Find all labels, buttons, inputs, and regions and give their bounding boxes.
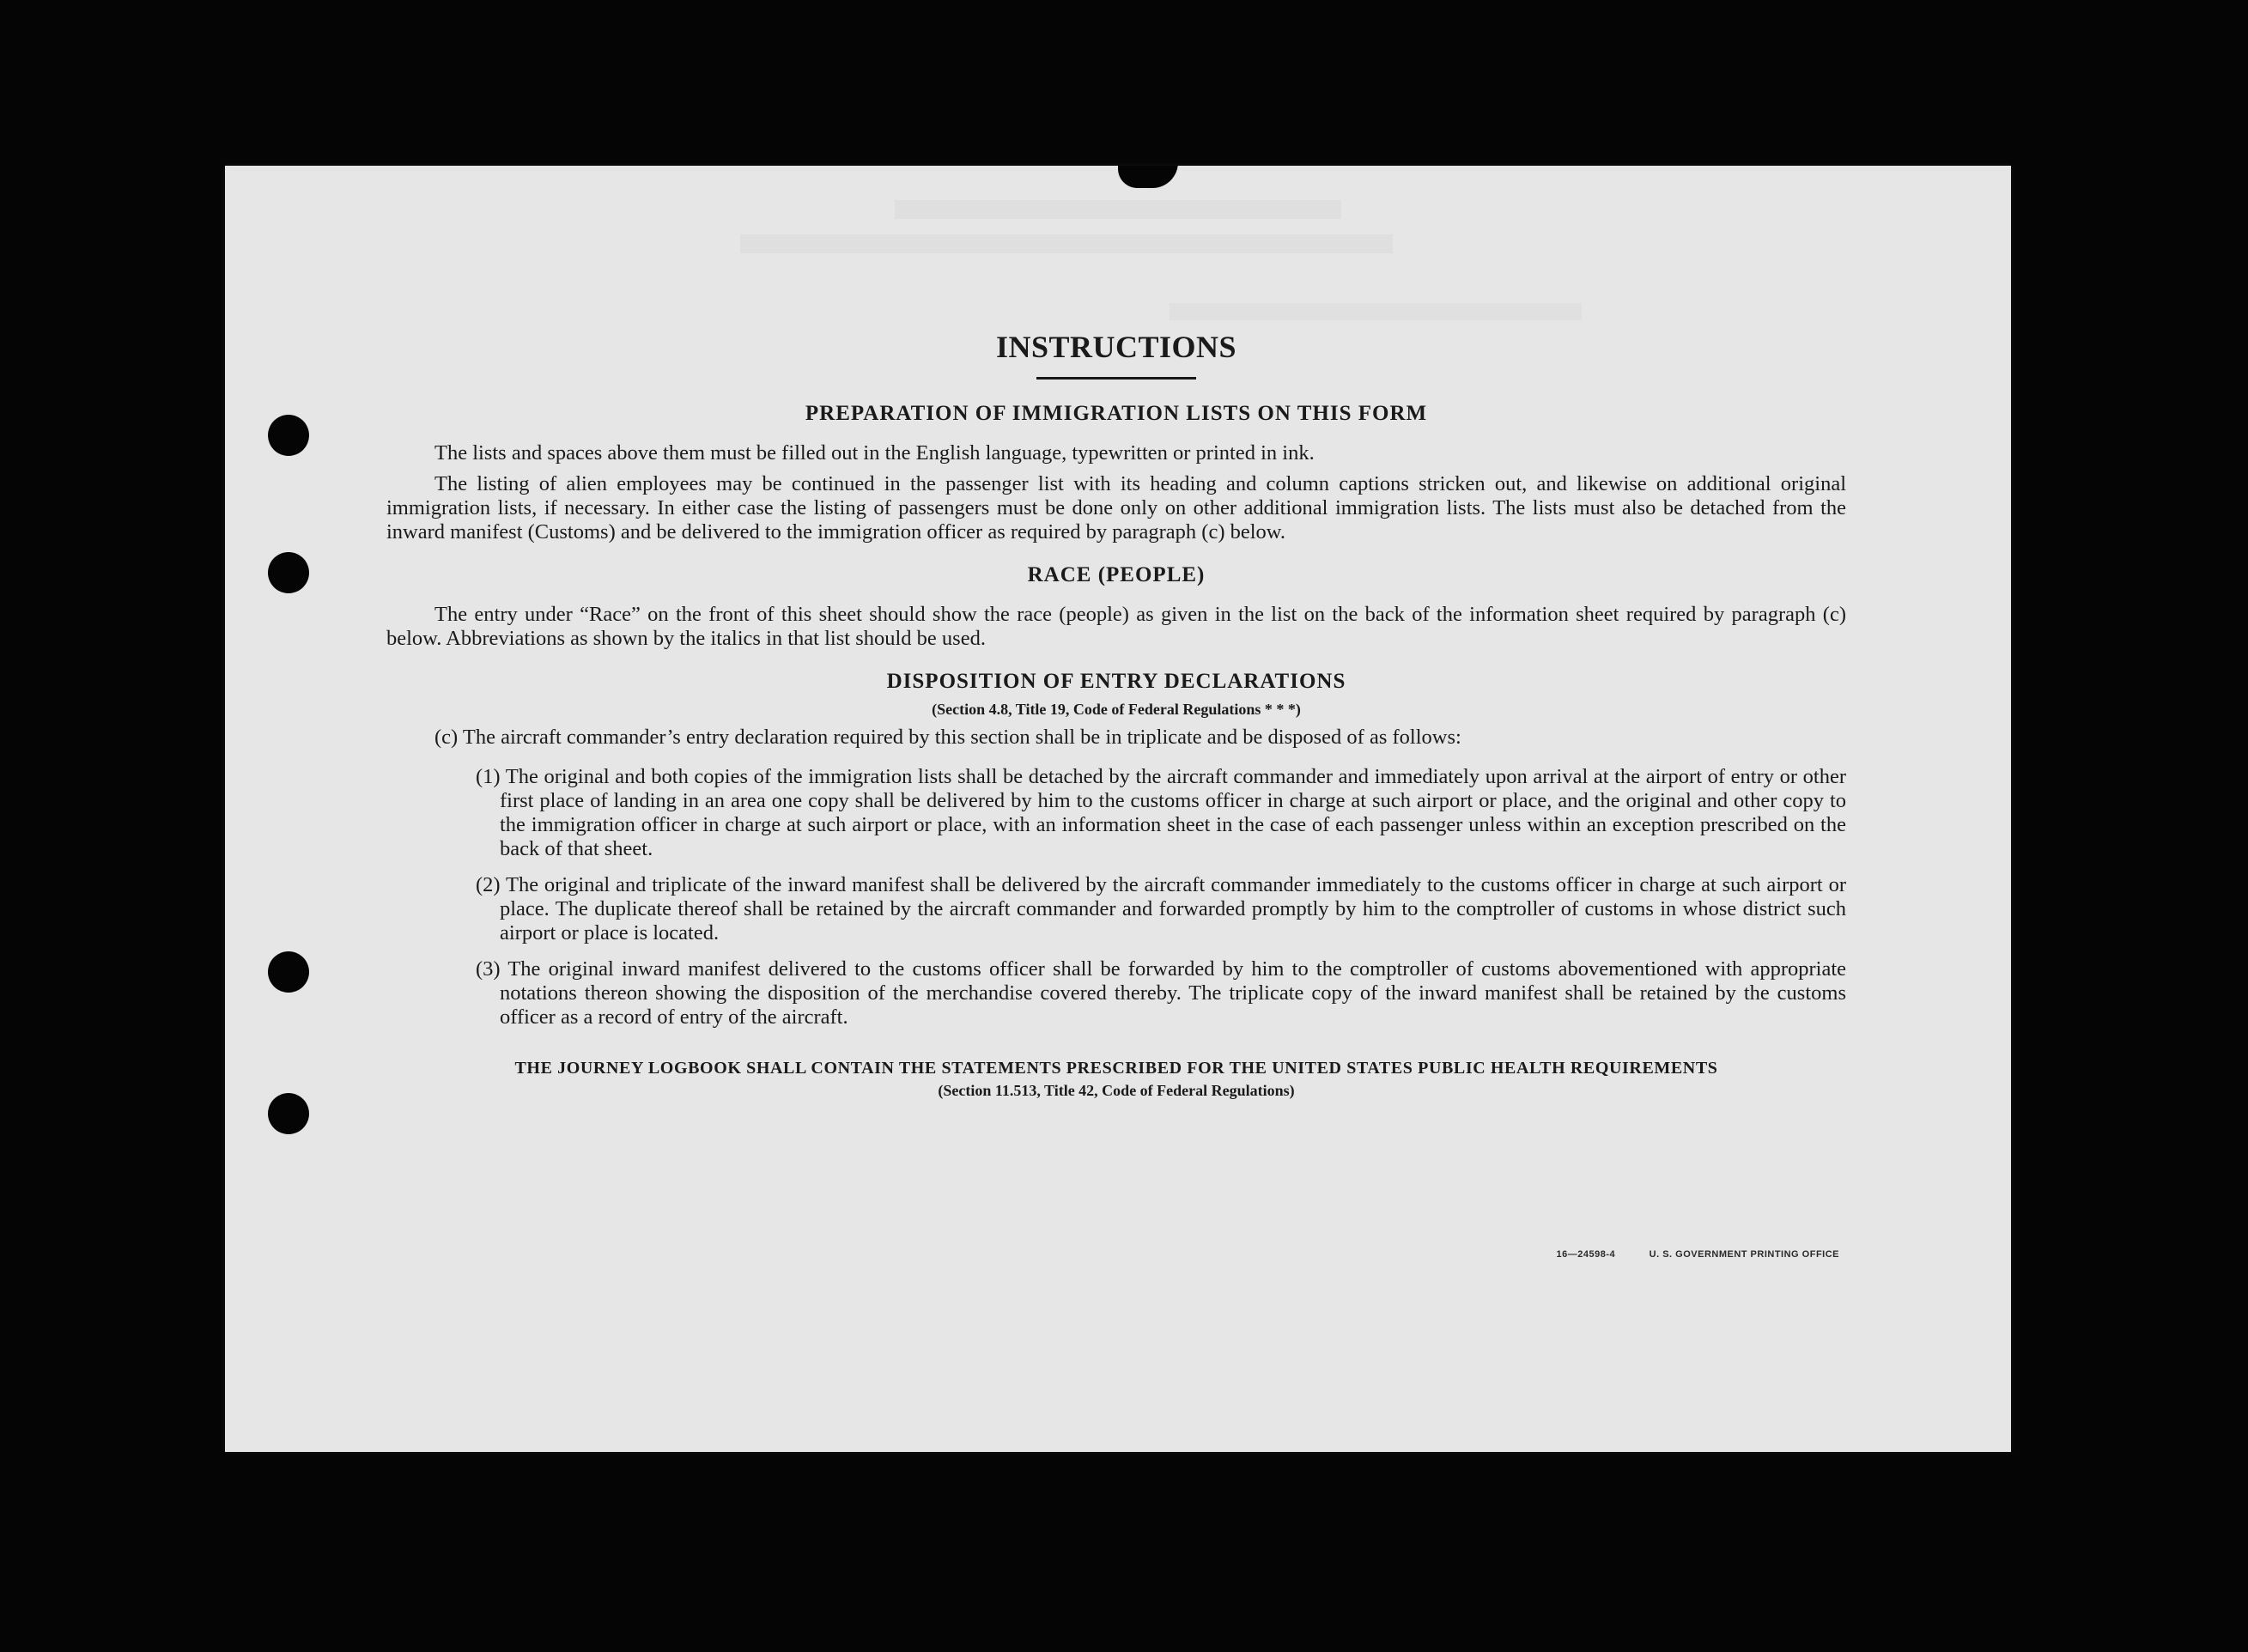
footer-statement: THE JOURNEY LOGBOOK SHALL CONTAIN THE STATEMENTS PRESCRIBED FOR THE UNITED STATES PUBLIC HEALTH REQUIREMENTS (514, 1059, 1718, 1078)
instructions-content (386, 329, 1846, 1100)
disposition-intro: (c) The aircraft commander’s entry declaration required by this section shall be in triplicate and be disposed of as follows: (434, 726, 1461, 749)
punch-hole (268, 552, 309, 593)
punch-hole (268, 951, 309, 993)
disposition-citation: (Section 4.8, Title 19, Code of Federal Regulations * * *) (932, 701, 1301, 718)
page-title: INSTRUCTIONS (995, 330, 1237, 364)
heading-disposition: DISPOSITION OF ENTRY DECLARATIONS (886, 670, 1346, 693)
torn-edge (1118, 166, 1178, 188)
title-underline (1036, 377, 1196, 380)
preparation-paragraph: The lists and spaces above them must be filled out in the English language, typewritten or printed in ink. (434, 441, 1315, 465)
disposition-item: (3) The original inward manifest delivered to the customs officer shall be forwarded by him to the comptroller of customs abovementioned with appropriate notations thereon showing the disposition of the merchandise covered thereby. The triplicate copy of the inward manifest shall be retained by the customs officer as a record of entry of the aircraft. (476, 957, 1846, 1029)
heading-race: RACE (PEOPLE) (1027, 563, 1206, 586)
heading-preparation: PREPARATION OF IMMIGRATION LISTS ON THIS FORM (805, 402, 1428, 425)
footer-citation: (Section 11.513, Title 42, Code of Federal Regulations) (938, 1082, 1295, 1099)
printer-name: U. S. GOVERNMENT PRINTING OFFICE (1649, 1249, 1839, 1260)
disposition-item: (1) The original and both copies of the immigration lists shall be detached by the aircraft commander and immediately upon arrival at the airport of entry or other first place of landing in an area one copy shall be delivered by him to the customs officer in charge at such airport or place, and the original and other copy to the immigration officer in charge at such airport or place, with an information sheet in the case of each passenger unless within an exception prescribed on the back of that sheet. (476, 765, 1846, 860)
bleed-through-texture (1170, 303, 1582, 320)
punch-hole (268, 415, 309, 456)
race-paragraph: The entry under “Race” on the front of this sheet should show the race (people) as given in the list on the back of the information sheet required by paragraph (c) below. Abbreviations as shown by the italics in that list should be used. (386, 603, 1846, 650)
printer-imprint (1556, 1249, 1839, 1260)
punch-hole (268, 1093, 309, 1134)
bleed-through-texture (895, 200, 1341, 219)
bleed-through-texture (740, 234, 1393, 253)
form-number: 16—24598-4 (1556, 1249, 1616, 1260)
preparation-paragraph: The listing of alien employees may be continued in the passenger list with its heading and column captions stricken out, and likewise on additional original immigration lists, if necessary. In either case the listing of passengers must be done only on other additional immigration lists. The lists must also be detached from the inward manifest (Customs) and be delivered to the immigration officer as required by paragraph (c) below. (386, 472, 1846, 544)
disposition-item: (2) The original and triplicate of the inward manifest shall be delivered by the aircraft commander immediately to the customs officer in charge at such airport or place. The duplicate thereof shall be retained by the aircraft commander and forwarded promptly by him to the comptroller of customs in whose district such airport or place is located. (476, 873, 1846, 944)
paper-sheet (225, 166, 2011, 1452)
